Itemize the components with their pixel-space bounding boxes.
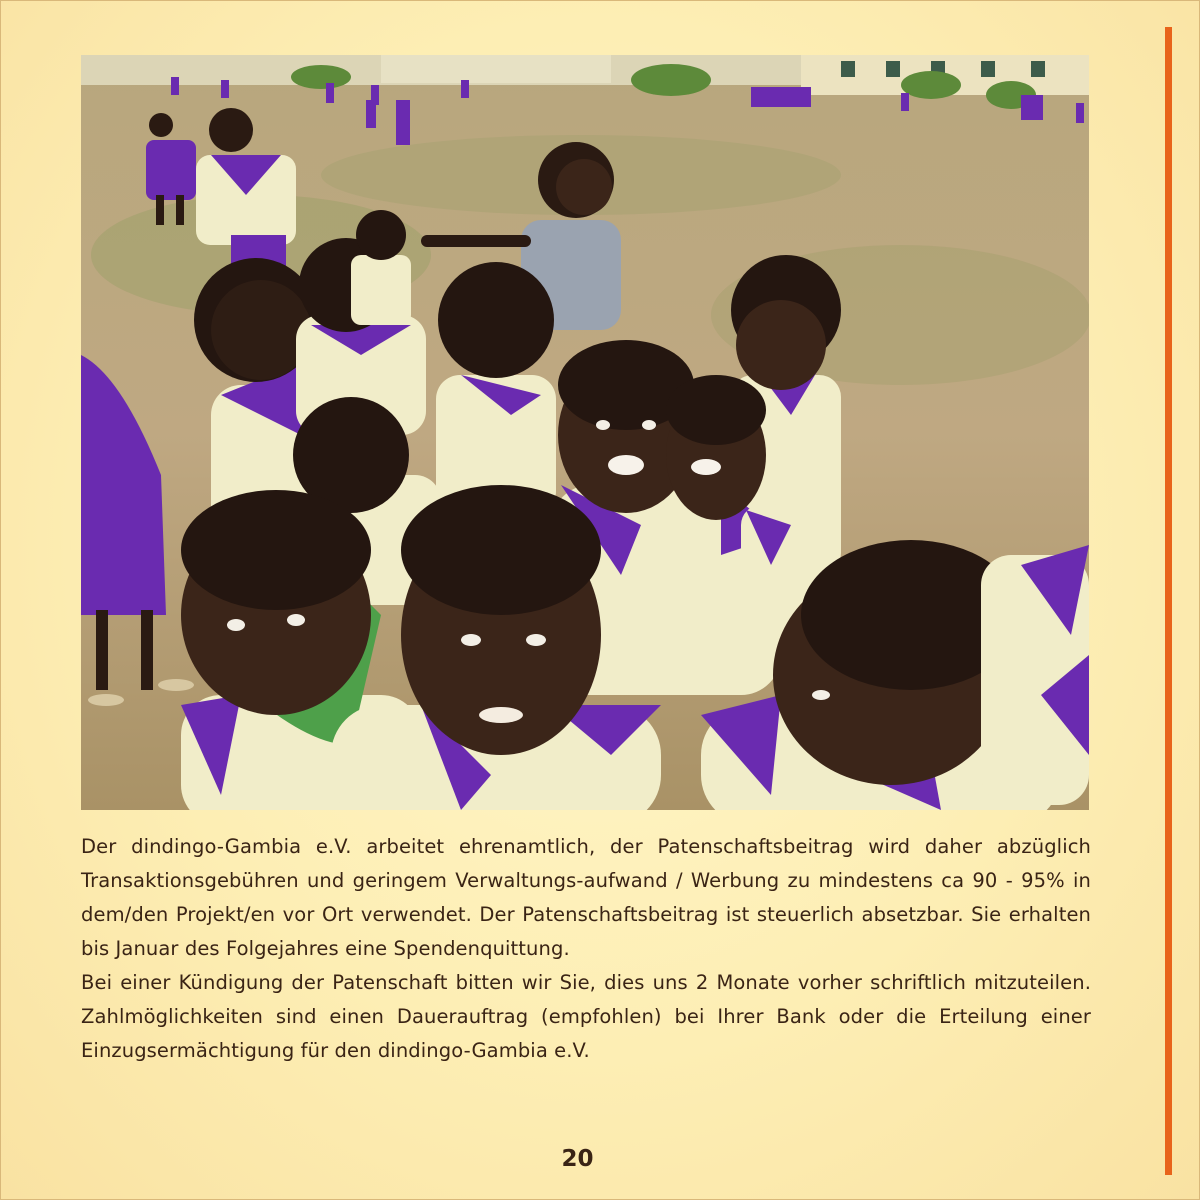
- page-number: 20: [561, 1146, 594, 1172]
- paragraph-cancellation: Bei einer Kündigung der Patenschaft bitten wir Sie, dies uns 2 Monate vorher schriftlich mitzuteilen. Zahlmöglichkeiten sind einen Dauerauftrag (empfohlen) bei Ihrer Bank oder die Erteilung einer Einzugsermächtigung für den dindingo-Gambia e.V.: [81, 971, 1091, 1062]
- body-text: [81, 830, 1091, 1068]
- accent-side-bar: [1165, 27, 1172, 1175]
- children-photo: [81, 55, 1089, 810]
- paragraph-sponsorship-fee: Der dindingo-Gambia e.V. arbeitet ehrenamtlich, der Patenschaftsbeitrag wird daher abzüglich Transaktionsgebühren und geringem Verwaltungs-aufwand / Werbung zu mindestens ca 90 - 95% in dem/den Projekt/en vor Ort verwendet. Der Patenschaftsbeitrag ist steuerlich absetzbar. Sie erhalten bis Januar des Folgejahres eine Spendenquittung.: [81, 835, 1091, 960]
